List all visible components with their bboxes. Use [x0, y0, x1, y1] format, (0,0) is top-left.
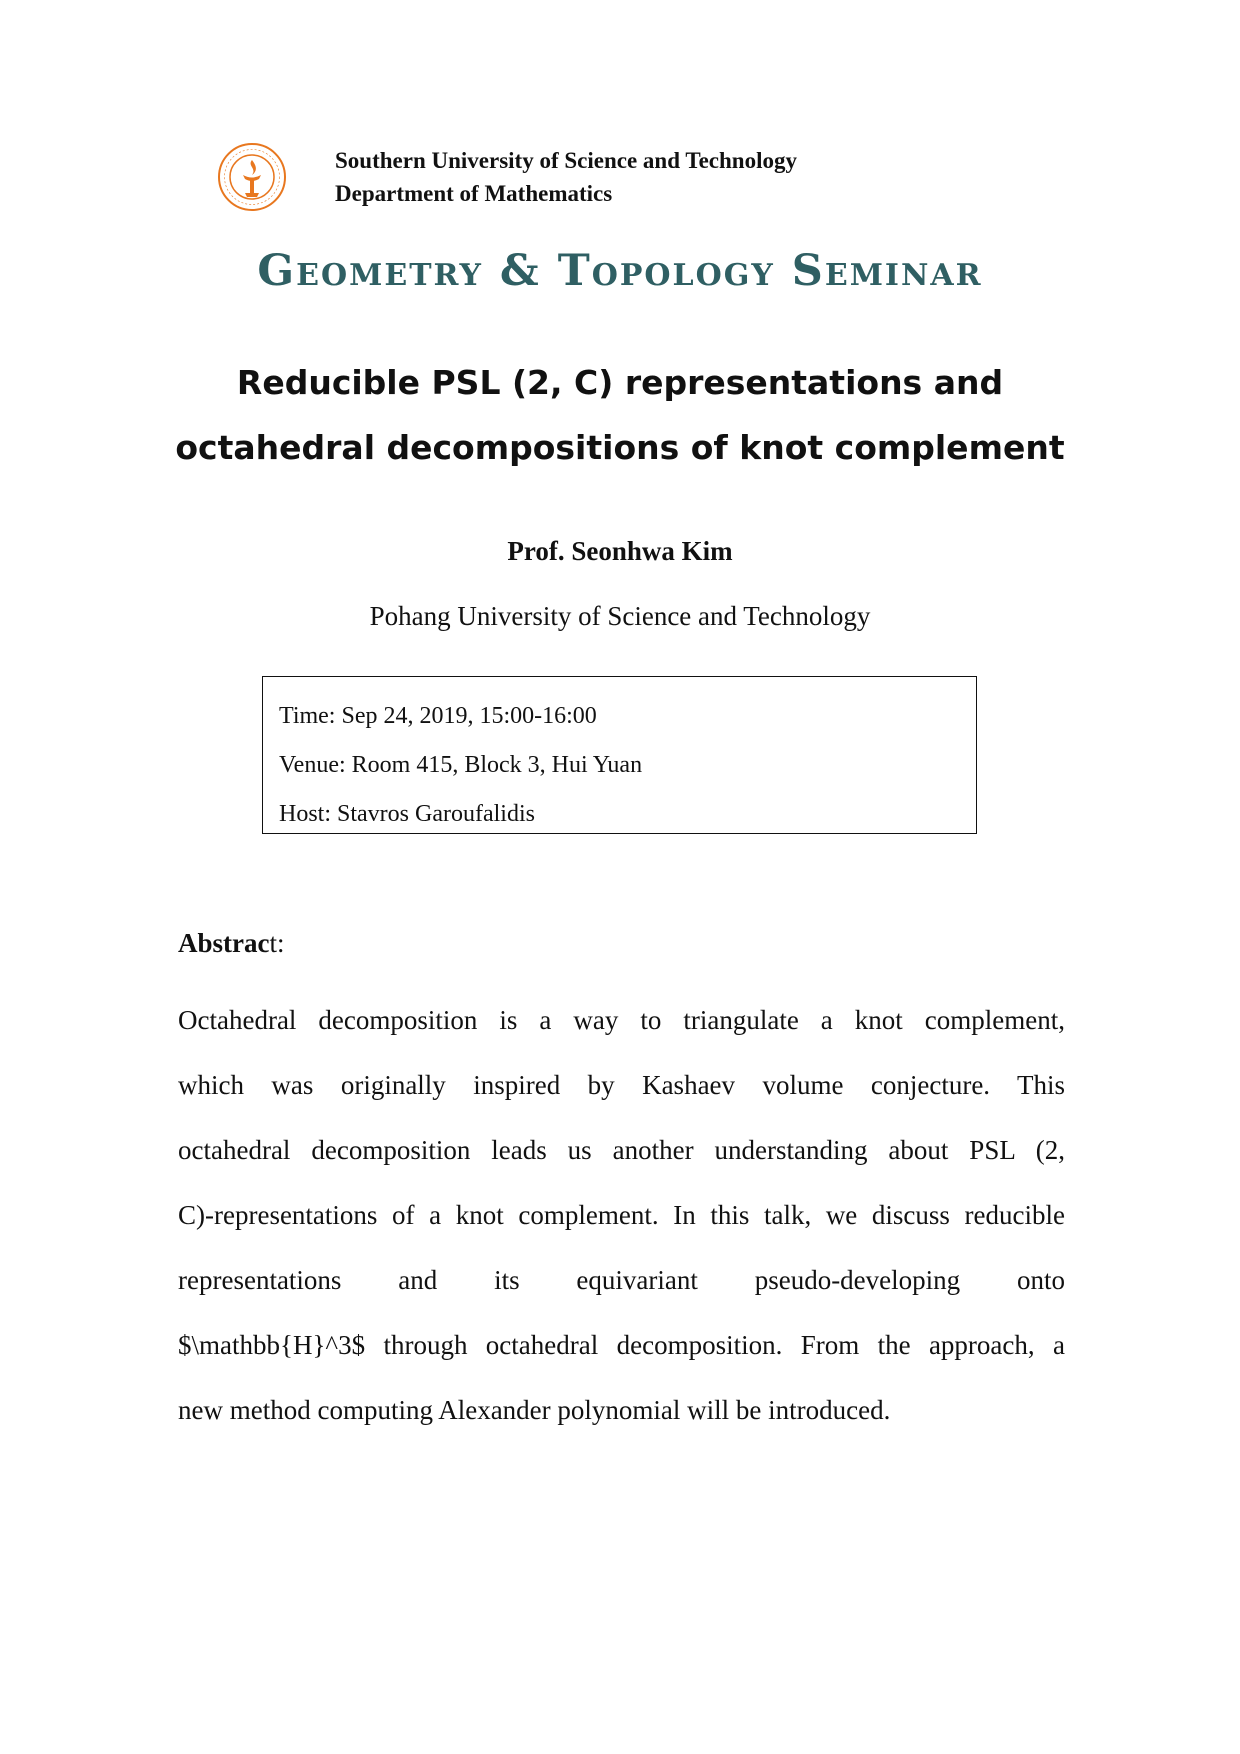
abstract-line: C)-representations of a knot complement. In this talk, we discuss reducible: [178, 1200, 1065, 1230]
institution-header: [335, 144, 797, 210]
abstract-heading: [178, 928, 285, 959]
talk-title: [0, 350, 1240, 480]
abstract-line: $\mathbb{H}^3$ through octahedral decomposition. From the approach, a: [178, 1330, 1065, 1360]
event-venue: Venue: Room 415, Block 3, Hui Yuan: [279, 752, 643, 778]
university-seal-icon: [217, 142, 287, 212]
abstract-body: [178, 988, 1065, 1443]
talk-title-line-1: Reducible PSL (2, C) representations and: [236, 363, 1004, 402]
abstract-line: Octahedral decomposition is a way to triangulate a knot complement,: [178, 1005, 1065, 1035]
abstract-line: new method computing Alexander polynomial will be introduced.: [178, 1395, 891, 1425]
seminar-title: Geometry & Topology Seminar: [257, 246, 983, 296]
abstract-line: which was originally inspired by Kashaev volume conjecture. This: [178, 1070, 1065, 1100]
institution-name: Southern University of Science and Technology: [335, 148, 797, 173]
abstract-heading-rest: t:: [269, 928, 285, 958]
event-host: Host: Stavros Garoufalidis: [279, 801, 535, 827]
speaker-name: Prof. Seonhwa Kim: [507, 536, 733, 566]
department-name: Department of Mathematics: [335, 181, 613, 206]
abstract-line: representations and its equivariant pseudo-developing onto: [178, 1265, 1065, 1295]
event-time: Time: Sep 24, 2019, 15:00-16:00: [279, 703, 597, 729]
speaker-affiliation: Pohang University of Science and Technology: [369, 601, 871, 631]
talk-title-line-2: octahedral decompositions of knot complement: [175, 428, 1065, 467]
abstract-line: octahedral decomposition leads us another understanding about PSL (2,: [178, 1135, 1065, 1165]
abstract-heading-bold: Abstrac: [178, 928, 270, 958]
event-details-box: [262, 676, 977, 834]
